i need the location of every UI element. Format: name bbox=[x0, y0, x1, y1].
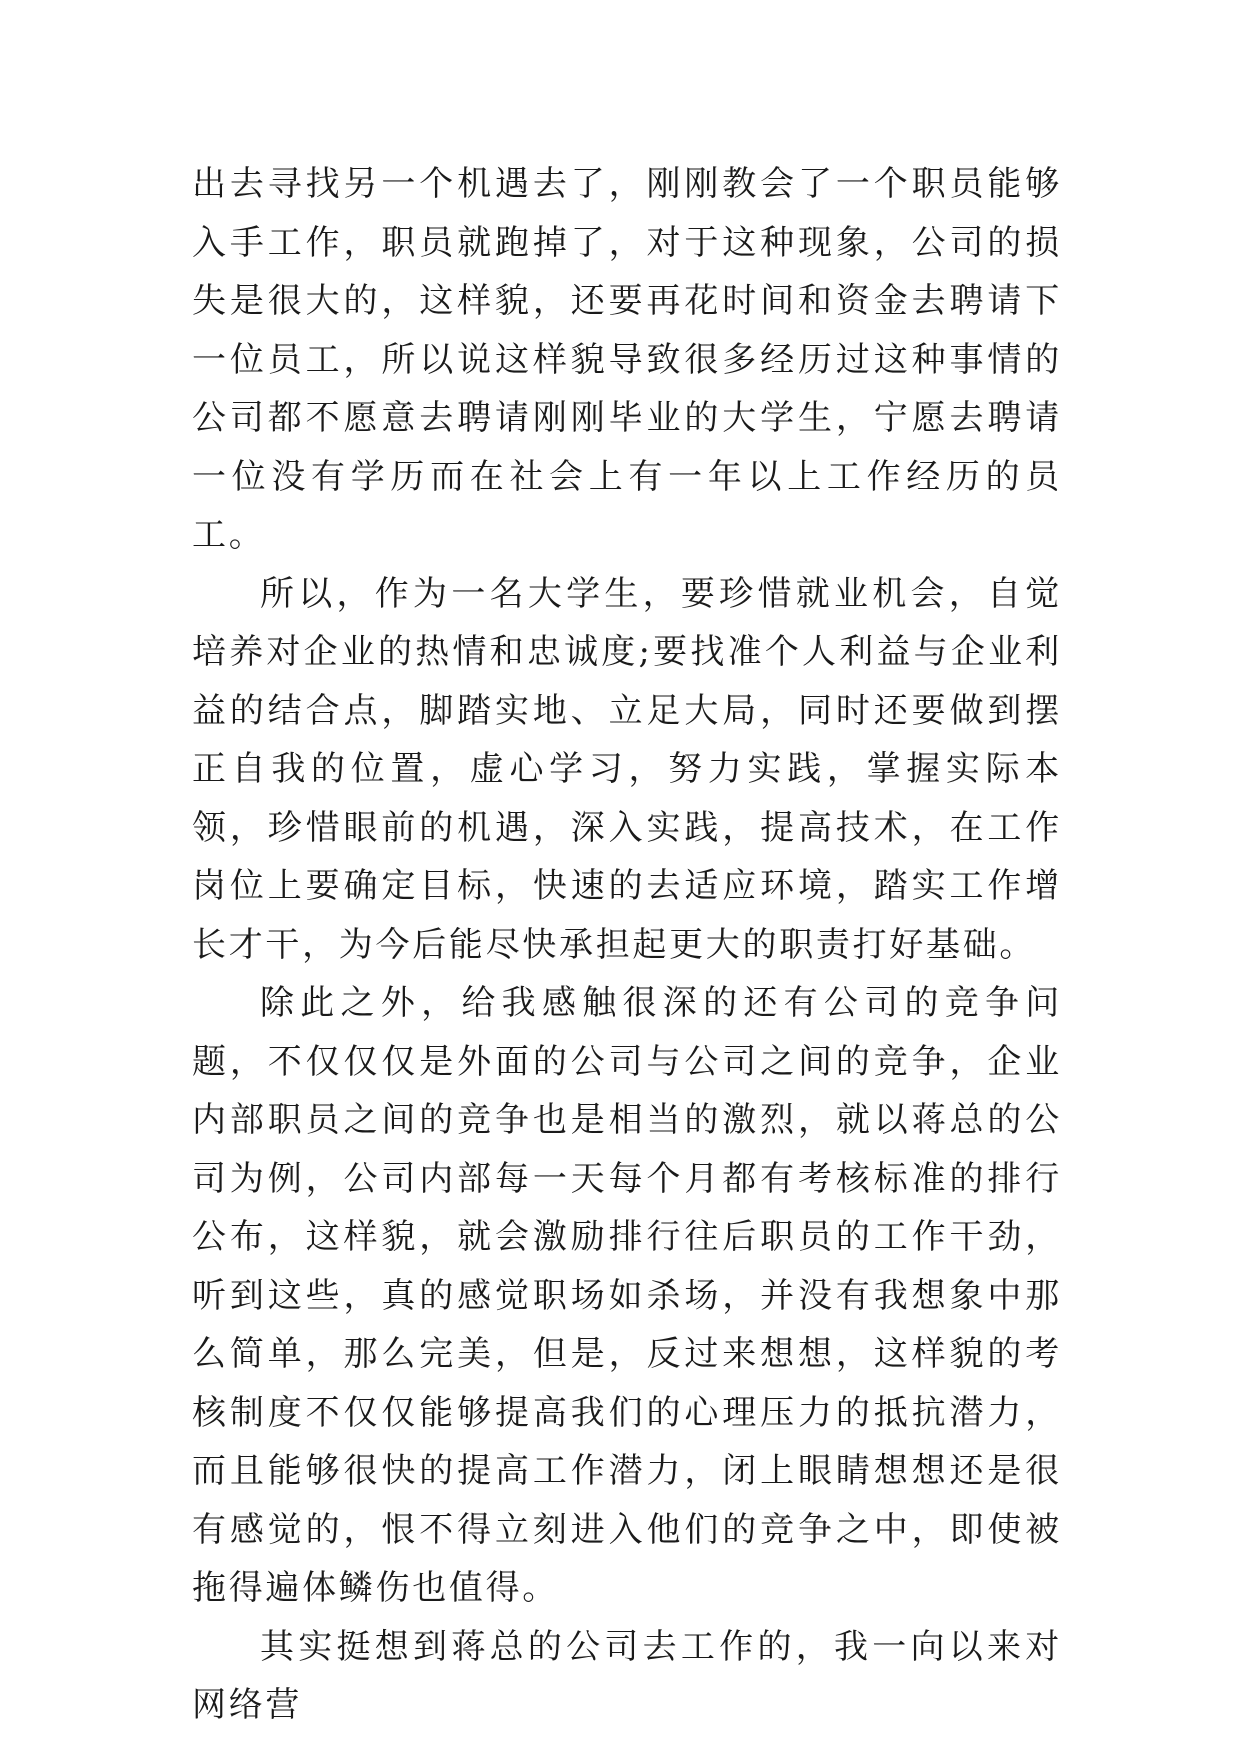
paragraph-1: 出去寻找另一个机遇去了，刚刚教会了一个职员能够入手工作，职员就跑掉了，对于这种现象，公司的损失是很大的，这样貌，还要再花时间和资金去聘请下一位员工，所以说这样貌导致很多经历过这种事情的公司都不愿意去聘请刚刚毕业的大学生，宁愿去聘请一位没有学历而在社会上有一年以上工作经历的员工。 bbox=[192, 164, 1062, 555]
body-text bbox=[192, 155, 1062, 1735]
paragraph-4: 其实挺想到蒋总的公司去工作的，我一向以来对网络营 bbox=[192, 1626, 1062, 1725]
paragraph-3: 除此之外，给我感触很深的还有公司的竞争问题，不仅仅仅是外面的公司与公司之间的竞争，企业内部职员之间的竞争也是相当的激烈，就以蒋总的公司为例，公司内部每一天每个月都有考核标准的排行公布，这样貌，就会激励排行往后职员的工作干劲，听到这些，真的感觉职场如杀场，并没有我想象中那么简单，那么完美，但是，反过来想想，这样貌的考核制度不仅仅能够提高我们的心理压力的抵抗潜力，而且能够很快的提高工作潜力，闭上眼睛想想还是很有感觉的，恨不得立刻进入他们的竞争之中，即使被拖得遍体鳞伤也值得。 bbox=[192, 983, 1062, 1608]
paragraph-2: 所以，作为一名大学生，要珍惜就业机会，自觉培养对企业的热情和忠诚度;要找准个人利益与企业利益的结合点，脚踏实地、立足大局，同时还要做到摆正自我的位置，虚心学习，努力实践，掌握实际本领，珍惜眼前的机遇，深入实践，提高技术，在工作岗位上要确定目标，快速的去适应环境，踏实工作增长才干，为今后能尽快承担起更大的职责打好基础。 bbox=[192, 573, 1062, 965]
